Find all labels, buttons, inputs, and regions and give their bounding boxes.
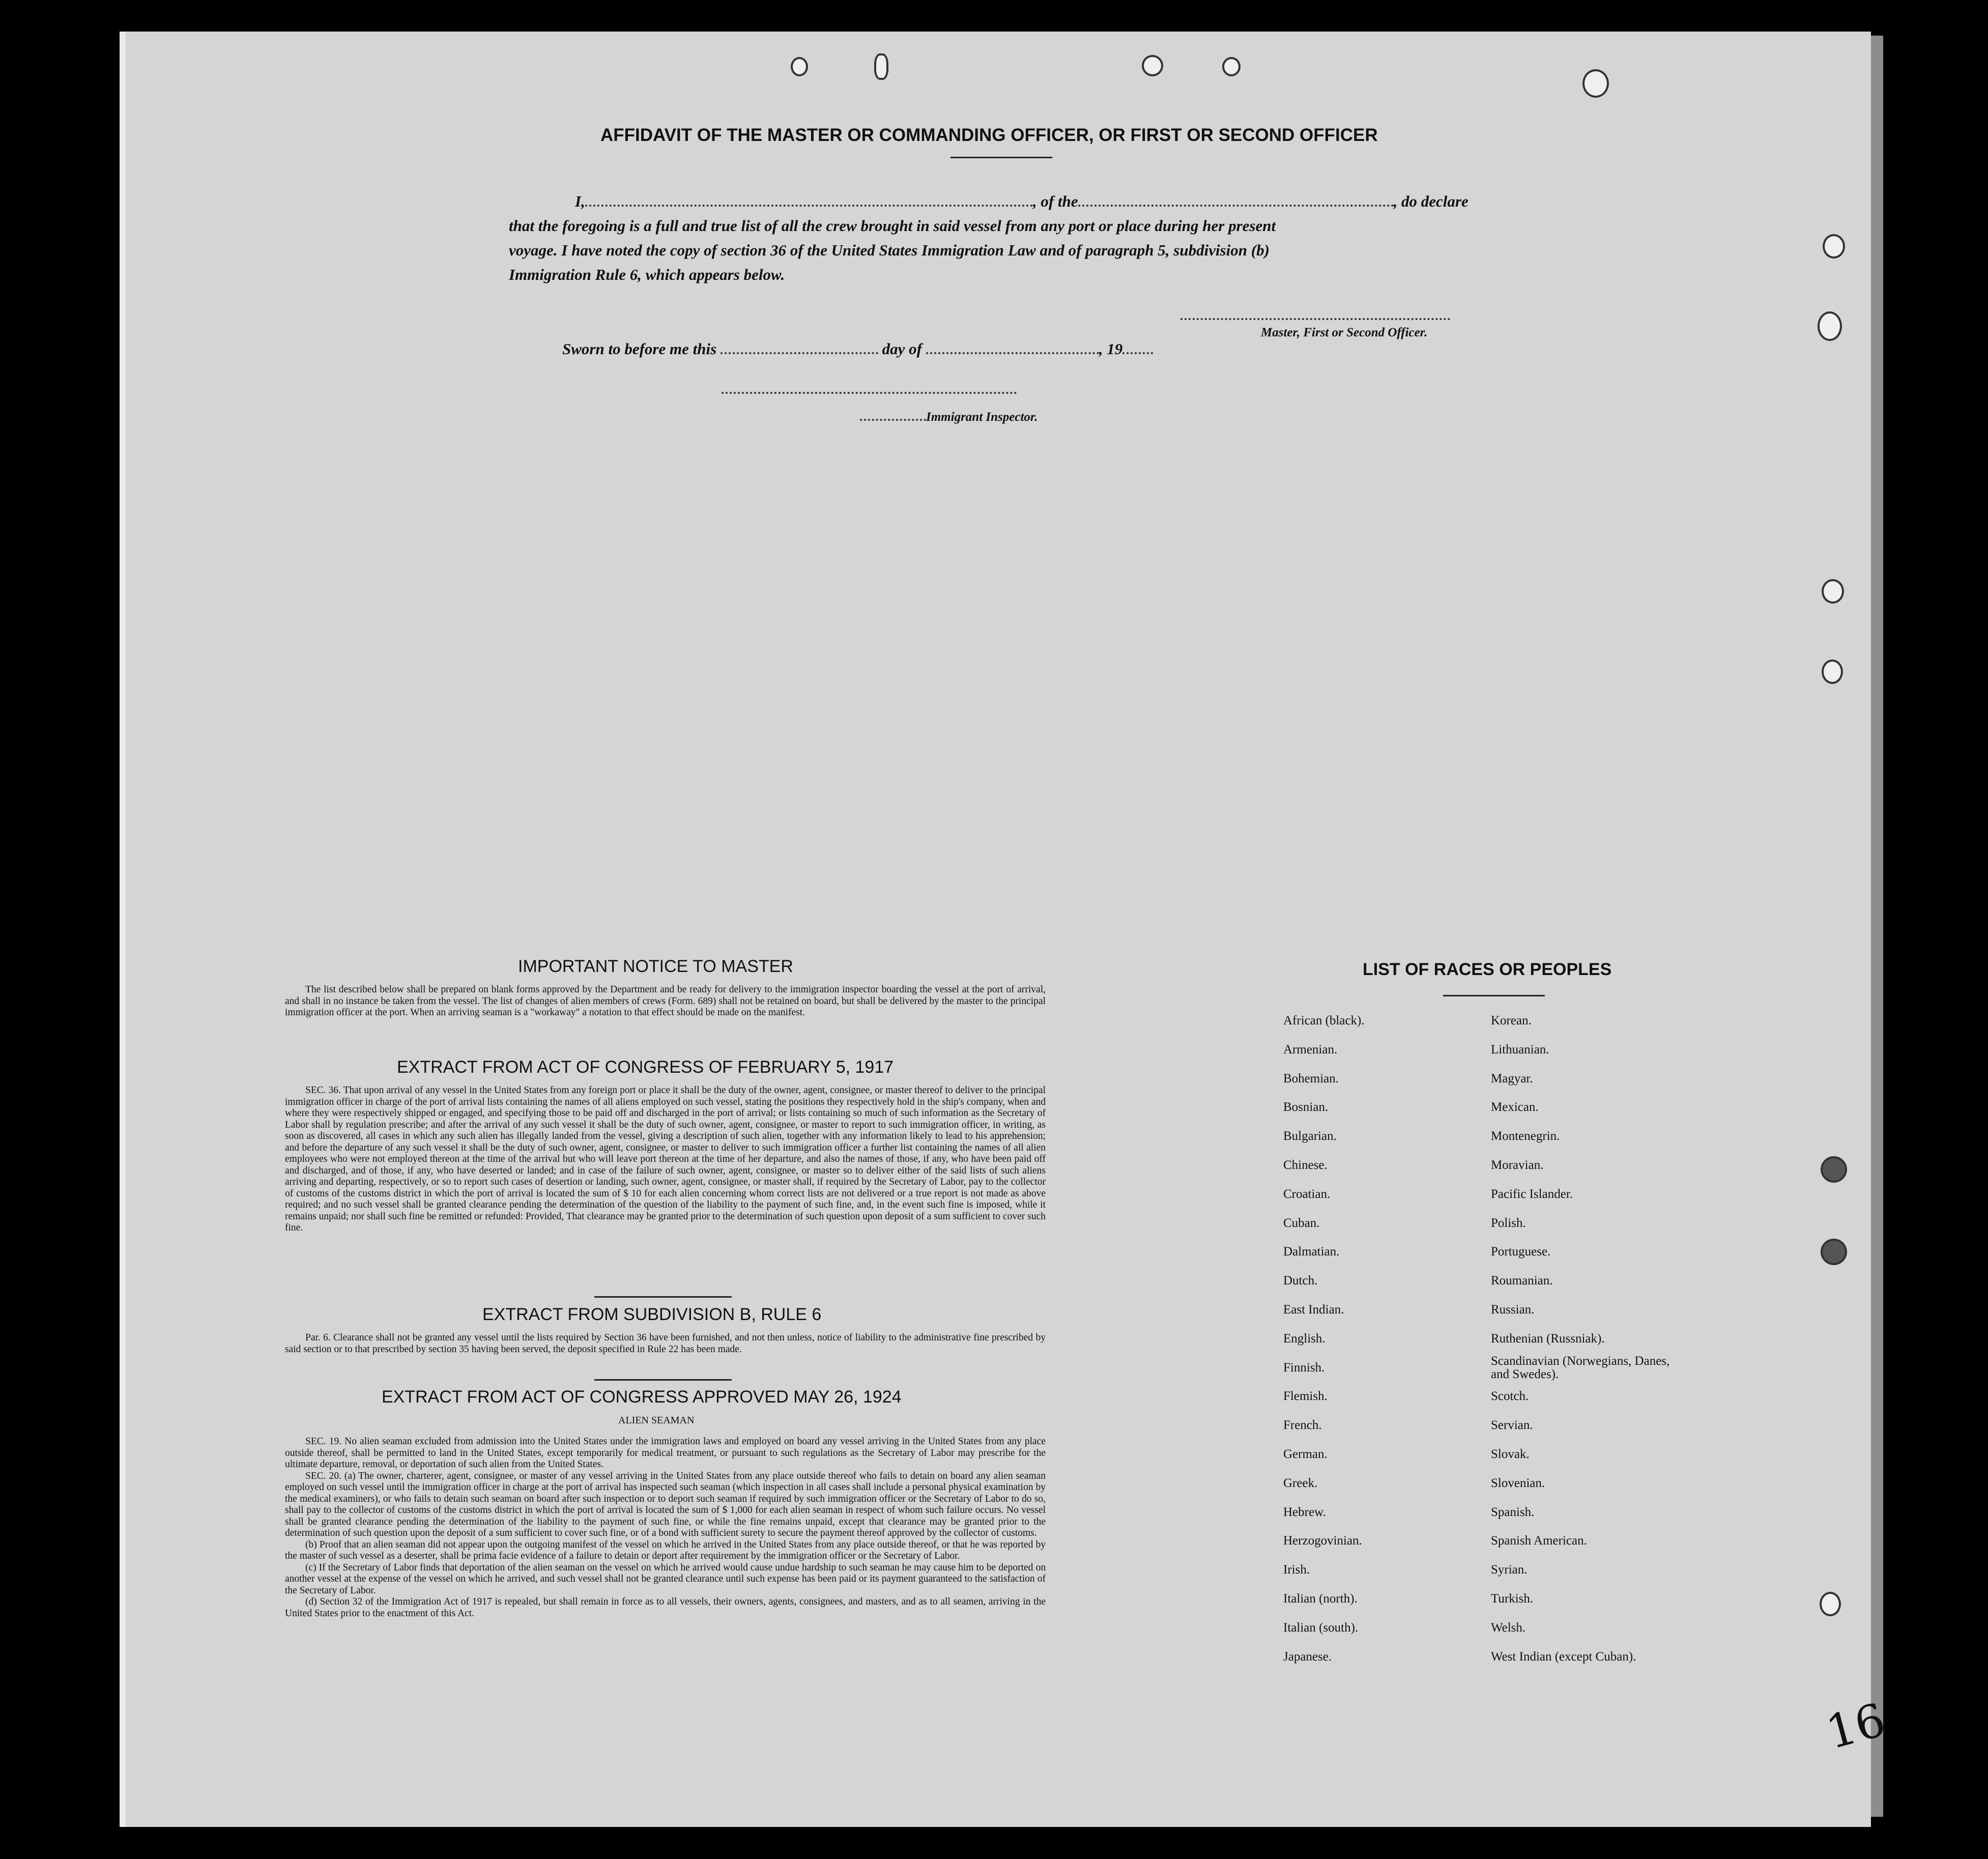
race-left-item: French. [1283,1418,1322,1433]
section-rule [594,1379,732,1381]
inspector-label: Immigrant Inspector. [926,410,1038,424]
punch-hole [1582,69,1609,98]
sec19-paragraph: SEC. 19. No alien seaman excluded from admission into the United States under the immigration laws and employed on board any vessel arriving in the United States from any place outside thereof, shall be permitted to land in the United States, except temporarily for medical treatment, or pursuant to such regulations as the Secretary of Labor may prescribe for the ultimate departure, removal, or deportation of such alien from the United States. [285,1436,1046,1470]
races-title: LIST OF RACES OR PEOPLES [1363,960,1612,979]
races-left-column [1283,1007,1512,1671]
race-right-item: Montenegrin. [1491,1129,1560,1143]
affidavit-line4: Immigration Rule 6, which appears below. [509,266,785,283]
inspector-name-field[interactable] [860,419,926,421]
sworn-day-field[interactable] [721,352,878,354]
race-left-item: Hebrew. [1283,1505,1326,1519]
sworn-month-field[interactable] [926,352,1099,354]
notice-paragraph: The list described below shall be prepared on blank forms approved by the Department and be ready for delivery to the immigration inspector boarding the vessel at the port of arrival, and shall in no instance be taken from the vessel. The list of changes of alien members of crews (Form. 689) shall not be retained on board, but shall be delivered by the master to the principal immigration officer at the port. When an arriving seaman is a "workaway" a notation to that effect should be made on the manifest. [285,984,1046,1018]
race-left-item: Chinese. [1283,1158,1328,1172]
race-right-item: Turkish. [1491,1591,1534,1606]
race-right-item: Slovenian. [1491,1476,1545,1490]
punch-hole [1821,1239,1847,1265]
sworn-year-field[interactable] [1122,352,1153,354]
race-left-item: Finnish. [1283,1360,1325,1375]
race-left-item: Japanese. [1283,1649,1332,1664]
affidavit-title: AFFIDAVIT OF THE MASTER OR COMMANDING OFFICER, OR FIRST OR SECOND OFFICER [600,125,1378,145]
race-right-item: Servian. [1491,1418,1533,1433]
race-left-item: Cuban. [1283,1216,1320,1230]
race-right-item: Ruthenian (Russniak). [1491,1331,1605,1346]
sheet-edge [1871,36,1883,1817]
extract-1924-title: EXTRACT FROM ACT OF CONGRESS APPROVED MAY 26, 1924 [382,1387,902,1407]
race-left-item: Dutch. [1283,1274,1318,1288]
race-right-item: Portuguese. [1491,1245,1551,1259]
race-right-item: Pacific Islander. [1491,1187,1573,1201]
race-left-item: Croatian. [1283,1187,1331,1201]
notice-text [285,984,1046,1019]
name-field[interactable] [585,205,1033,207]
extract-1917-title: EXTRACT FROM ACT OF CONGRESS OF FEBRUARY 5, 1917 [397,1057,894,1077]
affidavit-body [509,189,1486,287]
race-right-item: Roumanian. [1491,1274,1553,1288]
sec36-paragraph: SEC. 36. That upon arrival of any vessel in the United States from any foreign port or place it shall be the duty of the owner, agent, consignee, or master thereof to deliver to the principal immigration officer in charge of the port of arrival lists containing the names of all aliens employed on such vessel, stating the positions they respectively hold in the ship's company, when and where they were respectively shipped or engaged, and specifying those to be paid off and discharged in the port of arrival; or lists containing so much of such information as the Secretary of Labor shall by regulation prescribe; and after the arrival of any such vessel it shall be the duty of such owner, agent, consignee, or master to report to such immigration officer, in writing, as soon as discovered, all cases in which any such alien has illegally landed from the vessel, giving a description of such alien, together with any information likely to lead to his apprehension; and before the departure of any such vessel it shall be the duty of such owner, agent, consignee, or master to deliver to such immigration officer a further list containing the names of all alien employees who were not employed thereon at the time of the arrival but who will leave port thereon at the time of her departure, and also the names of those, if any, who have been paid off and discharged, and of those, if any, who have deserted or landed; and in case of the failure of such owner, agent, consignee, or master so to deliver either of the said lists of such aliens arriving and departing, respectively, or so to report such cases of desertion or landing, such owner, agent, consignee, or master shall, if required by the Secretary of Labor, pay to the collector of customs of the customs district in which the port of arrival is located the sum of $ 10 for each alien concerning whom correct lists are not delivered or a true report is not made as above required; and no such vessel shall be granted clearance pending the determination of the question of the liability to the payment of such fine, and, in the event such fine is imposed, while it remains unpaid; nor shall such fine be remitted or refunded: Provided, That clearance may be granted prior to the determination of such question upon deposit of a sum sufficient to cover such fine. [285,1085,1046,1233]
master-signature-line[interactable] [1180,318,1450,320]
inspector-line [860,410,1038,424]
race-right-item: Russian. [1491,1302,1535,1317]
inspector-signature-line[interactable] [722,392,1017,394]
punch-hole [1818,311,1842,341]
race-left-item: African (black). [1283,1014,1365,1027]
affidavit-title-rule [950,157,1052,158]
extract-rule6-title: EXTRACT FROM SUBDIVISION B, RULE 6 [482,1305,822,1324]
punch-hole [1222,57,1241,76]
race-left-item: Herzogovinian. [1283,1534,1362,1548]
race-right-item: Lithuanian. [1491,1042,1549,1056]
par6-paragraph: Par. 6. Clearance shall not be granted any vessel until the lists required by Section 36 have been furnished, and not then unless, notice of liability to the administrative fine prescribed by said section or to that prescribed by section 35 having been served, the deposit specified in Rule 22 has been made. [285,1332,1046,1355]
notice-title: IMPORTANT NOTICE TO MASTER [518,957,793,976]
section-rule [594,1296,732,1298]
race-right-item: Polish. [1491,1216,1526,1230]
master-signature-label: Master, First or Second Officer. [1261,326,1428,339]
races-title-rule [1443,995,1545,996]
sec20c-paragraph: (c) If the Secretary of Labor finds that deportation of the alien seaman on the vessel on which he arrived would cause undue hardship to such seaman he may cause him to be deported on another vessel at the expense of the vessel on which he arrived, and such vessel shall not be granted clearance until such expense has been paid or its payment guaranteed to the satisfaction of the Secretary of Labor. [285,1562,1046,1596]
sec20d-paragraph: (d) Section 32 of the Immigration Act of 1917 is repealed, but shall remain in force as to all vessels, their owners, agents, consignees, and masters, and as to all seamen, arriving in the United States prior to the enactment of this Act. [285,1596,1046,1619]
race-left-item: Greek. [1283,1476,1318,1490]
punch-hole [1822,579,1844,604]
sec20a-paragraph: SEC. 20. (a) The owner, charterer, agent, consignee, or master of any vessel arriving in the United States from any place outside thereof who fails to detain on board any alien seaman employed on such vessel until the immigration officer in charge at the port of arrival has inspected such seaman (which inspection in all cases shall include a personal physical examination by the medical examiners), or who fails to detain such seaman on board after such inspection or to deport such seaman if required by such immigration officer or the Secretary of Labor to do so, shall pay to the collector of customs of the customs district in which the port of arrival is located the sum of $ 1,000 for each alien seaman in respect of whom such failure occurs. No vessel shall be granted clearance pending the determination of the liability to the payment of such fine, or while the fine remains unpaid, except that clearance may be granted prior to the determination of such question upon the deposit of a sum sufficient to cover such fine, or of a bond with sufficient surety to secure the payment thereof approved by the collector of customs. [285,1470,1046,1538]
race-left-item: Irish. [1283,1563,1310,1577]
race-right-item: Syrian. [1491,1563,1528,1577]
year-label: , 19 [1099,340,1123,358]
punch-hole [1823,234,1845,259]
race-right-item: Magyar. [1491,1071,1533,1085]
race-right-item: Welsh. [1491,1620,1526,1635]
vessel-field[interactable] [1078,205,1394,207]
punch-hole [1820,1592,1841,1616]
affidavit-line2: that the foregoing is a full and true list of all the crew brought in said vessel from any port or place during her present [509,217,1276,235]
race-left-item: Dalmatian. [1283,1245,1340,1259]
race-left-item: Italian (north). [1283,1591,1358,1606]
race-left-item: Flemish. [1283,1389,1328,1404]
race-right-item: Scotch. [1491,1389,1529,1404]
sworn-label: Sworn to before me this [562,340,717,358]
race-right-item: Spanish American. [1491,1534,1587,1548]
bleed-through-heading [402,181,411,217]
race-left-item: Armenian. [1283,1042,1338,1056]
affidavit-i: I, [575,192,585,210]
affidavit-line3: voyage. I have noted the copy of section 36 of the United States Immigration Law and of paragraph 5, subdivision (b) [509,241,1270,259]
race-left-item: German. [1283,1447,1328,1461]
affidavit-of-the: , of the [1032,192,1078,210]
punch-hole [791,57,808,76]
punch-hole [1822,660,1843,684]
sheet-number: 16 [1821,1693,1891,1760]
race-right-item: Spanish. [1491,1505,1535,1519]
extract-1924-subtitle: ALIEN SEAMAN [618,1415,695,1426]
race-left-item: Bohemian. [1283,1071,1339,1085]
day-of-label: day of [882,340,922,358]
sworn-line [562,340,1153,358]
race-left-item: Bulgarian. [1283,1129,1337,1143]
extract-rule6-text [285,1332,1046,1355]
sec20b-paragraph: (b) Proof that an alien seaman did not appear upon the outgoing manifest of the vessel on which he arrived in the United States from any place outside thereof, or that he was reported by the master of such vessel as a deserter, shall be prima facie evidence of a failure to detain or deport after requirement by the immigration officer or the Secretary of Labor. [285,1539,1046,1561]
race-right-item: West Indian (except Cuban). [1491,1649,1636,1664]
race-right-item: Korean. [1491,1014,1532,1027]
race-right-item: Scandinavian (Norwegians, Danes, and Swedes). [1491,1354,1670,1381]
races-right-column [1491,1007,1735,1671]
affidavit-declare: , do declare [1393,192,1468,210]
punch-hole [1821,1156,1847,1183]
race-right-item: Moravian. [1491,1158,1544,1172]
race-left-item: Italian (south). [1283,1620,1359,1635]
extract-1917-text [285,1085,1046,1234]
extract-1924-text [285,1436,1046,1619]
punch-hole [874,53,888,80]
race-left-item: Bosnian. [1283,1100,1329,1114]
race-left-item: East Indian. [1283,1302,1344,1317]
race-right-item: Slovak. [1491,1447,1530,1461]
race-right-item: Mexican. [1491,1100,1539,1114]
punch-hole [1142,55,1163,76]
race-left-item: English. [1283,1331,1326,1346]
